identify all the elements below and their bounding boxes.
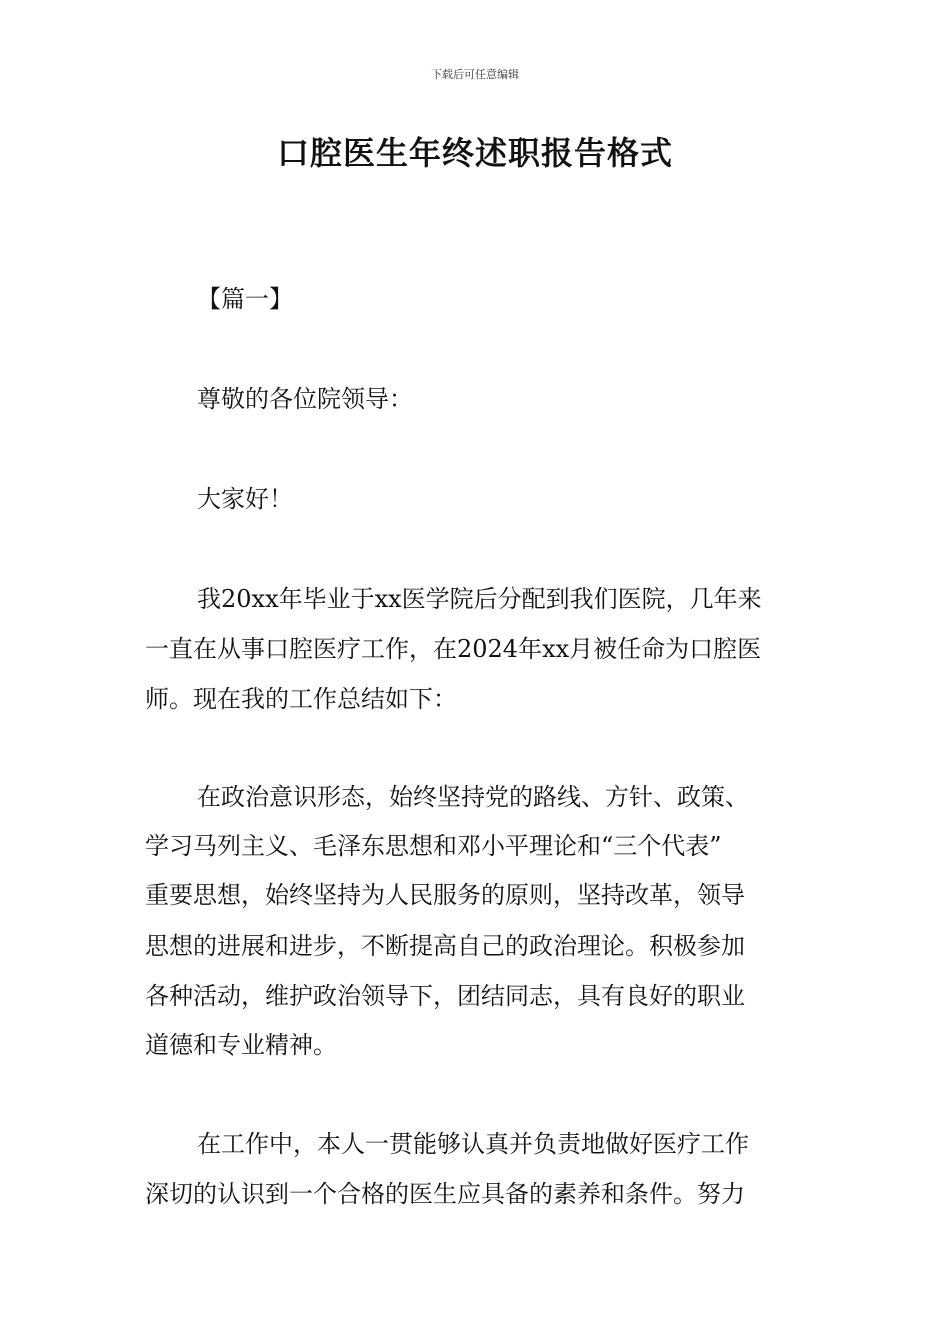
paragraph-line: 各种活动，维护政治领导下，团结同志，具有良好的职业 [145, 982, 745, 1010]
paragraph-line: 师。现在我的工作总结如下： [145, 685, 457, 713]
paragraph-line: 道德和专业精神。 [145, 1031, 337, 1059]
paragraph-line: 思想的进展和进步，不断提高自己的政治理论。积极参加 [145, 932, 745, 960]
header-note: 下载后可任意编辑 [431, 68, 519, 81]
paragraph-line: 我20xx年毕业于xx医学院后分配到我们医院，几年来 [197, 585, 762, 613]
salutation: 尊敬的各位院领导： [197, 385, 413, 413]
document-title: 口腔医生年终述职报告格式 [276, 134, 673, 172]
paragraph-line: 在工作中，本人一贯能够认真并负责地做好医疗工作 [197, 1130, 749, 1158]
paragraph-line: 学习马列主义、毛泽东思想和邓小平理论和“三个代表” [145, 832, 722, 860]
paragraph-line: 一直在从事口腔医疗工作，在2024年xx月被任命为口腔医 [145, 635, 762, 663]
paragraph-line: 重要思想，始终坚持为人民服务的原则，坚持改革，领导 [145, 881, 745, 909]
paragraph-line: 在政治意识形态，始终坚持党的路线、方针、政策、 [197, 783, 749, 811]
section-label: 【篇一】 [197, 285, 293, 313]
paragraph-line: 深切的认识到一个合格的医生应具备的素养和条件。努力 [145, 1180, 745, 1208]
greeting: 大家好！ [197, 485, 293, 513]
